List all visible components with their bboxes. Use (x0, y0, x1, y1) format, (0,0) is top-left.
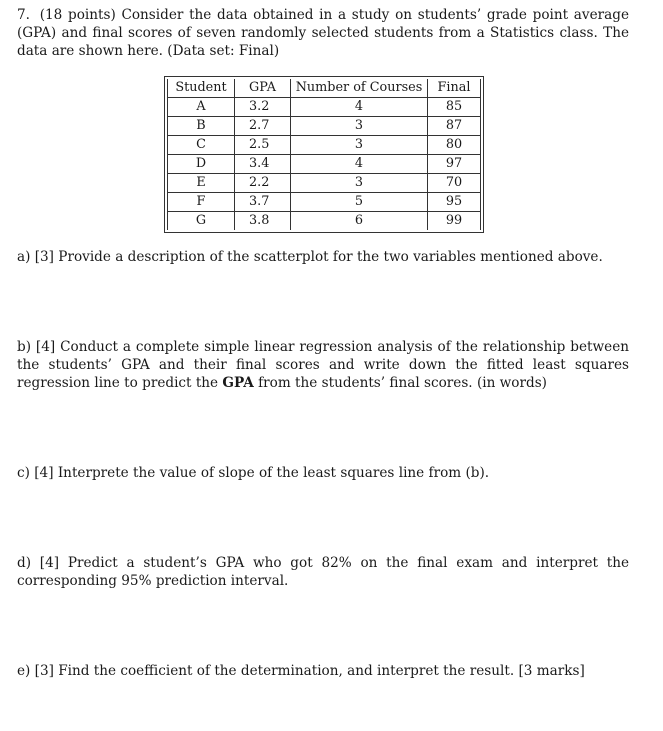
cell-courses: 3 (291, 117, 428, 136)
cell-courses: 4 (291, 155, 428, 174)
cell-gpa: 2.7 (235, 117, 291, 136)
table-row (168, 193, 481, 212)
cell-courses: 3 (291, 136, 428, 155)
cell-gpa: 3.2 (235, 98, 291, 117)
cell-final: 97 (428, 155, 481, 174)
question-b-text-start: b) [4] Conduct a complete simple linear regression analysis of the relationship between the students’ GPA and their final scores and write down the fitted least squares regression line to predict the (17, 339, 629, 391)
cell-courses: 5 (291, 193, 428, 212)
data-table-frame (164, 76, 484, 233)
cell-student: D (168, 155, 235, 174)
header-student: Student (168, 79, 235, 98)
cell-final: 80 (428, 136, 481, 155)
cell-final: 99 (428, 212, 481, 231)
cell-courses: 4 (291, 98, 428, 117)
cell-final: 70 (428, 174, 481, 193)
question-b-bold-term: GPA (222, 375, 254, 391)
header-final: Final (428, 79, 481, 98)
problem-points: (18 points) (39, 7, 116, 23)
problem-intro (17, 6, 629, 60)
cell-final: 87 (428, 117, 481, 136)
cell-student: E (168, 174, 235, 193)
question-b-text-end: from the students’ final scores. (in words) (253, 375, 547, 391)
question-d: d) [4] Predict a student’s GPA who got 82% on the final exam and interpret the corresponding 95% prediction interval. (17, 555, 629, 589)
header-courses: Number of Courses (291, 79, 428, 98)
cell-courses: 6 (291, 212, 428, 231)
cell-gpa: 3.8 (235, 212, 291, 231)
problem-intro-text: Consider the data obtained in a study on students’ grade point average (GPA) and final scores of seven randomly selected students from a Statistics class. The data are shown here. (Data set: Final) (17, 7, 629, 59)
cell-gpa: 2.5 (235, 136, 291, 155)
table-row (168, 174, 481, 193)
cell-final: 85 (428, 98, 481, 117)
table-row (168, 136, 481, 155)
table-row (168, 155, 481, 174)
cell-student: G (168, 212, 235, 231)
cell-gpa: 3.7 (235, 193, 291, 212)
cell-gpa: 3.4 (235, 155, 291, 174)
cell-student: A (168, 98, 235, 117)
table-row (168, 212, 481, 231)
cell-gpa: 2.2 (235, 174, 291, 193)
question-e: e) [3] Find the coefficient of the determination, and interpret the result. [3 marks] (17, 663, 585, 679)
data-table (167, 79, 481, 230)
cell-final: 95 (428, 193, 481, 212)
cell-courses: 3 (291, 174, 428, 193)
table-header-row (168, 79, 481, 98)
cell-student: B (168, 117, 235, 136)
problem-number: 7. (17, 7, 30, 23)
cell-student: F (168, 193, 235, 212)
question-c: c) [4] Interprete the value of slope of the least squares line from (b). (17, 465, 490, 481)
table-row (168, 98, 481, 117)
header-gpa: GPA (235, 79, 291, 98)
question-a: a) [3] Provide a description of the scatterplot for the two variables mentioned above. (17, 249, 603, 265)
cell-student: C (168, 136, 235, 155)
table-row (168, 117, 481, 136)
question-b (17, 338, 629, 392)
